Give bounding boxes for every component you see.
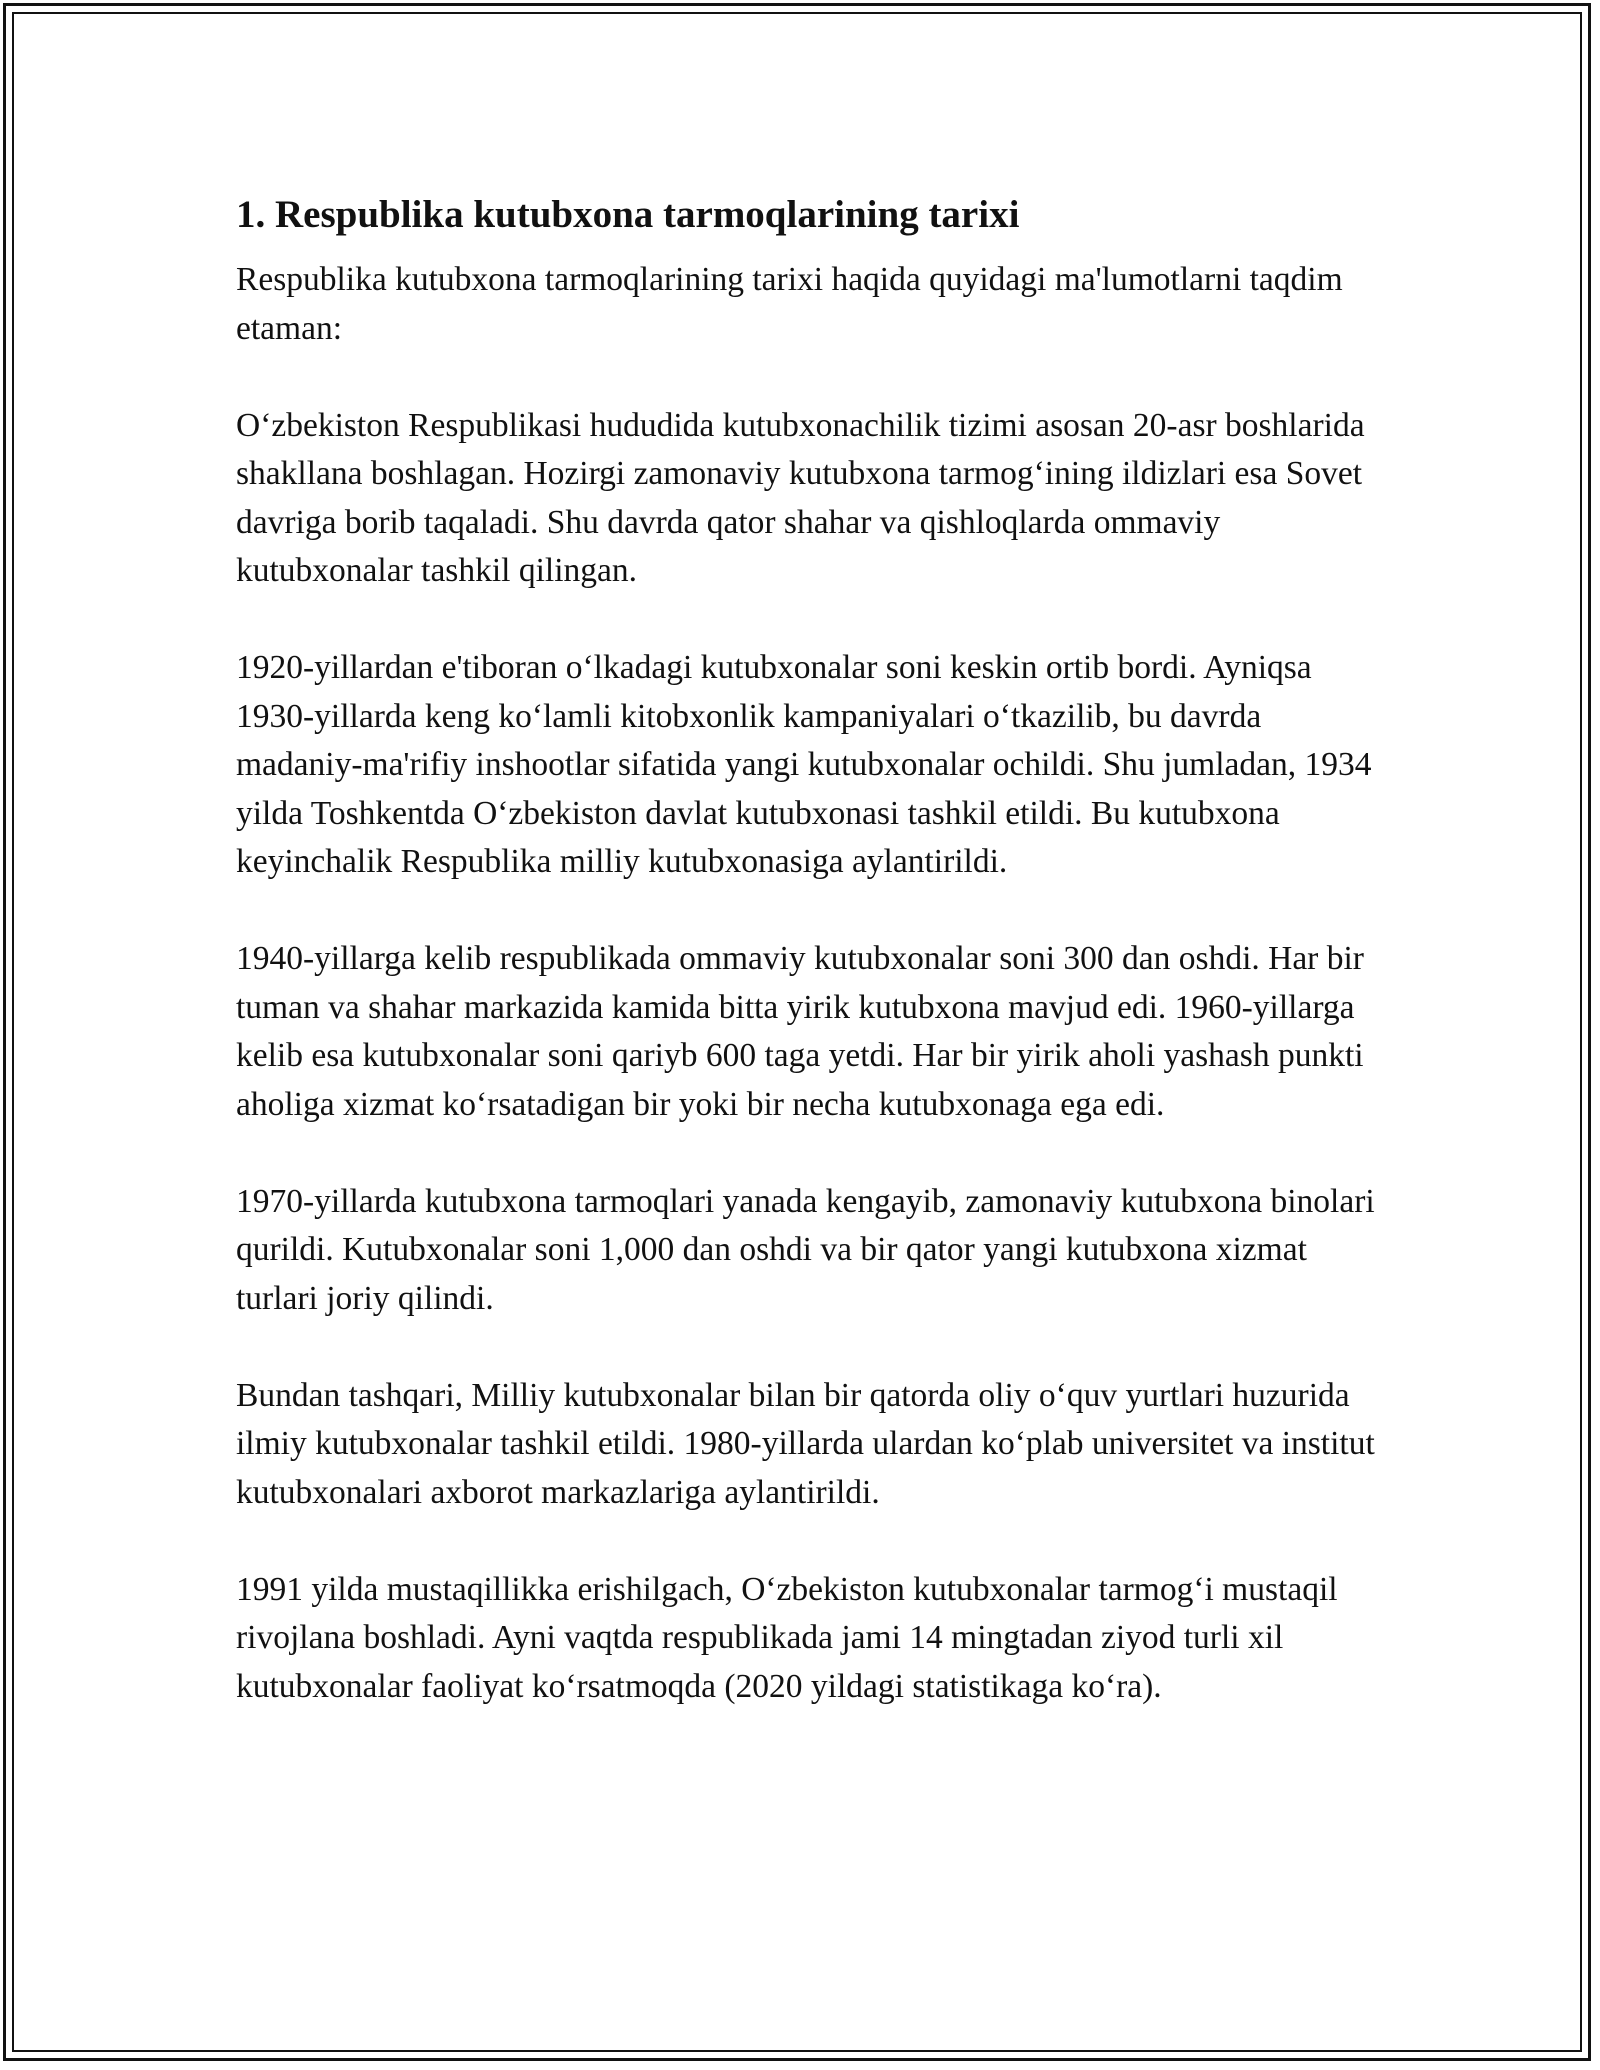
paragraph-1940s-1960s: 1940-yillarga kelib respublikada ommaviy kutubxonalar soni 300 dan oshdi. Har bir tuman va shahar markazida kamida bitta yirik kutubxona mavjud edi. 1960-yillarga kelib esa kutubxonalar soni qariyb 600 taga yetdi. Har bir yirik aholi yashash punkti aholiga xizmat ko‘rsatadigan bir yoki bir necha kutubxonaga ega edi. — [236, 940, 1364, 1123]
paragraph-academic-libraries: Bundan tashqari, Milliy kutubxonalar bilan bir qatorda oliy o‘quv yurtlari huzurida ilmiy kutubxonalar tashkil etildi. 1980-yillarda ulardan ko‘plab universitet va institut kutubxonalari axborot markazlariga aylantirildi. — [236, 1376, 1375, 1511]
paragraph-1970s: 1970-yillarda kutubxona tarmoqlari yanada kengayib, zamonaviy kutubxona binolari qurildi. Kutubxonalar soni 1,000 dan oshdi va bir qator yangi kutubxona xizmat turlari joriy qilindi. — [236, 1182, 1375, 1317]
paragraph-1920s-1930s: 1920-yillardan e'tiboran o‘lkadagi kutubxonalar soni keskin ortib bordi. Ayniqsa 1930-yillarda keng ko‘lamli kitobxonlik kampaniyalari o‘tkazilib, bu davrda madaniy-ma'rifiy inshootlar sifatida yangi kutubxonalar ochildi. Shu jumladan, 1934 yilda Toshkentda O‘zbekiston davlat kutubxonasi tashkil etildi. Bu kutubxona keyinchalik Respublika milliy kutubxonasiga aylantirildi. — [236, 649, 1372, 880]
document-body — [236, 186, 1396, 1760]
paragraph-early-history: O‘zbekiston Respublikasi hududida kutubxonachilik tizimi asosan 20-asr boshlarida shakllana boshlagan. Hozirgi zamonaviy kutubxona tarmog‘ining ildizlari esa Sovet davriga borib taqaladi. Shu davrda qator shahar va qishloqlarda ommaviy kutubxonalar tashkil qilingan. — [236, 406, 1365, 589]
section-heading: 1. Respublika kutubxona tarmoqlarining tarixi — [236, 193, 1020, 236]
paragraph-intro: Respublika kutubxona tarmoqlarining tarixi haqida quyidagi ma'lumotlarni taqdim etaman: — [236, 261, 1343, 347]
paragraph-independence: 1991 yilda mustaqillikka erishilgach, O‘zbekiston kutubxonalar tarmog‘i mustaqil rivojlana boshladi. Ayni vaqtda respublikada jami 14 mingtadan ziyod turli xil kutubxonalar faoliyat ko‘rsatmoqda (2020 yildagi statistikaga ko‘ra). — [236, 1570, 1338, 1705]
